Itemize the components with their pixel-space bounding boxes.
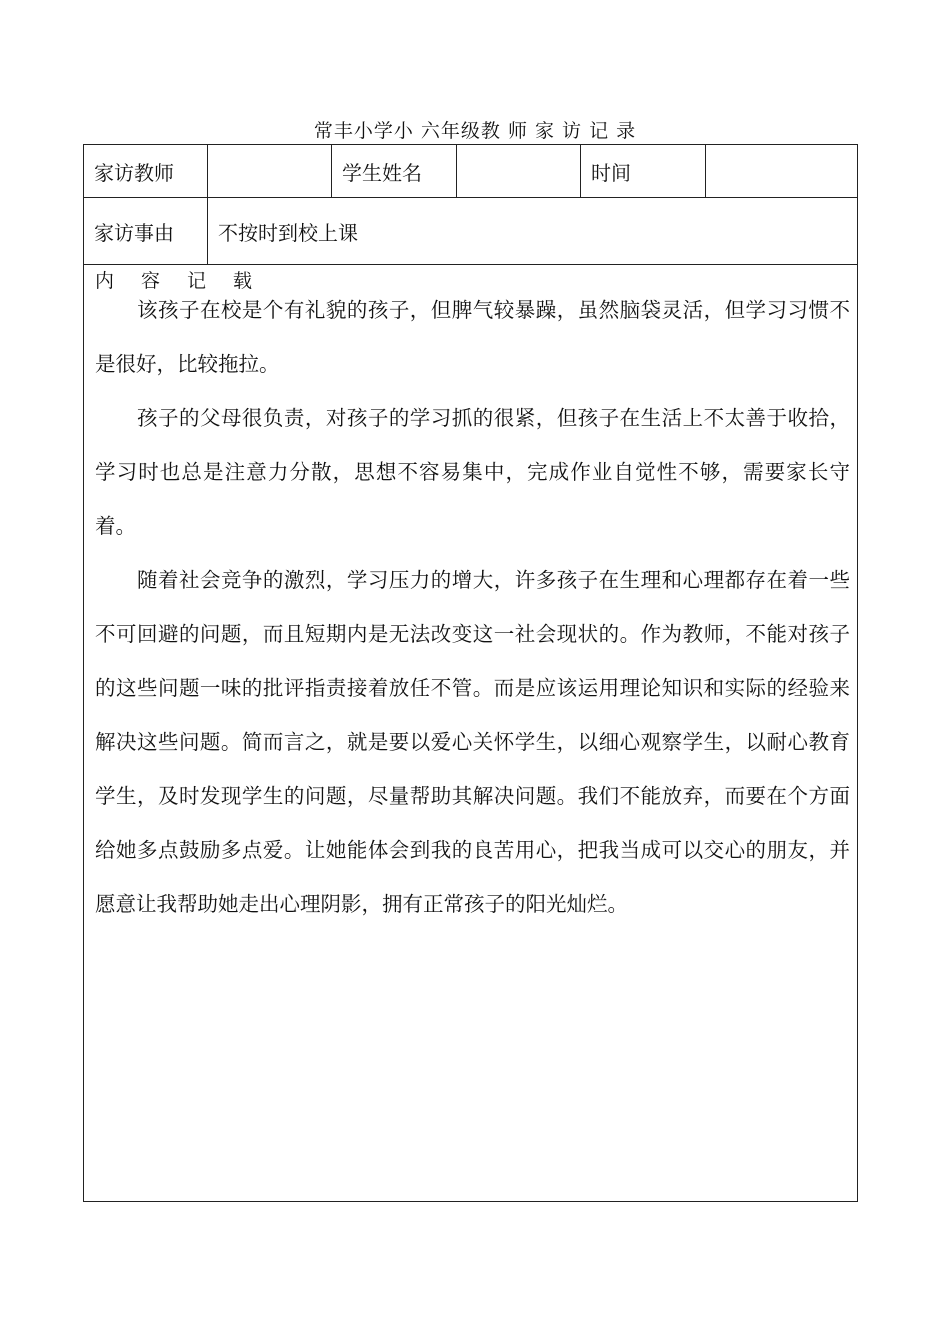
content-paragraph: 该孩子在校是个有礼貌的孩子，但脾气较暴躁，虽然脑袋灵活，但学习习惯不是很好，比较拖拉。 (95, 298, 850, 376)
table-row-visit-reason (84, 198, 857, 265)
time-label: 时间 (581, 145, 706, 197)
home-visit-record-table (83, 144, 858, 1202)
time-value (706, 145, 857, 197)
reason-value: 不按时到校上课 (218, 220, 358, 245)
reason-label: 家访事由 (84, 198, 208, 264)
student-name-label: 学生姓名 (332, 145, 457, 197)
student-name-value (457, 145, 581, 197)
teacher-value (208, 145, 332, 197)
content-paragraph: 孩子的父母很负责，对孩子的学习抓的很紧，但孩子在生活上不太善于收拾，学习时也总是注意力分散，思想不容易集中，完成作业自觉性不够，需要家长守着。 (95, 406, 850, 538)
content-paragraph: 随着社会竞争的激烈，学习压力的增大，许多孩子在生理和心理都存在着一些不可回避的问题，而且短期内是无法改变这一社会现状的。作为教师，不能对孩子的这些问题一味的批评指责接着放任不管。而是应该运用理论知识和实际的经验来解决这些问题。简而言之，就是要以爱心关怀学生，以细心观察学生，以耐心教育学生，及时发现学生的问题，尽量帮助其解决问题。我们不能放弃，而要在个方面给她多点鼓励多点爱。让她能体会到我的良苦用心，把我当成可以交心的朋友，并愿意让我帮助她走出心理阴影，拥有正常孩子的阳光灿烂。 (95, 568, 850, 916)
page-title: 常丰小学小 六年级教 师 家 访 记 录 (313, 120, 637, 142)
teacher-label: 家访教师 (84, 145, 208, 197)
table-row-visit-info (84, 145, 857, 198)
content-heading: 内容记载 (95, 270, 280, 292)
